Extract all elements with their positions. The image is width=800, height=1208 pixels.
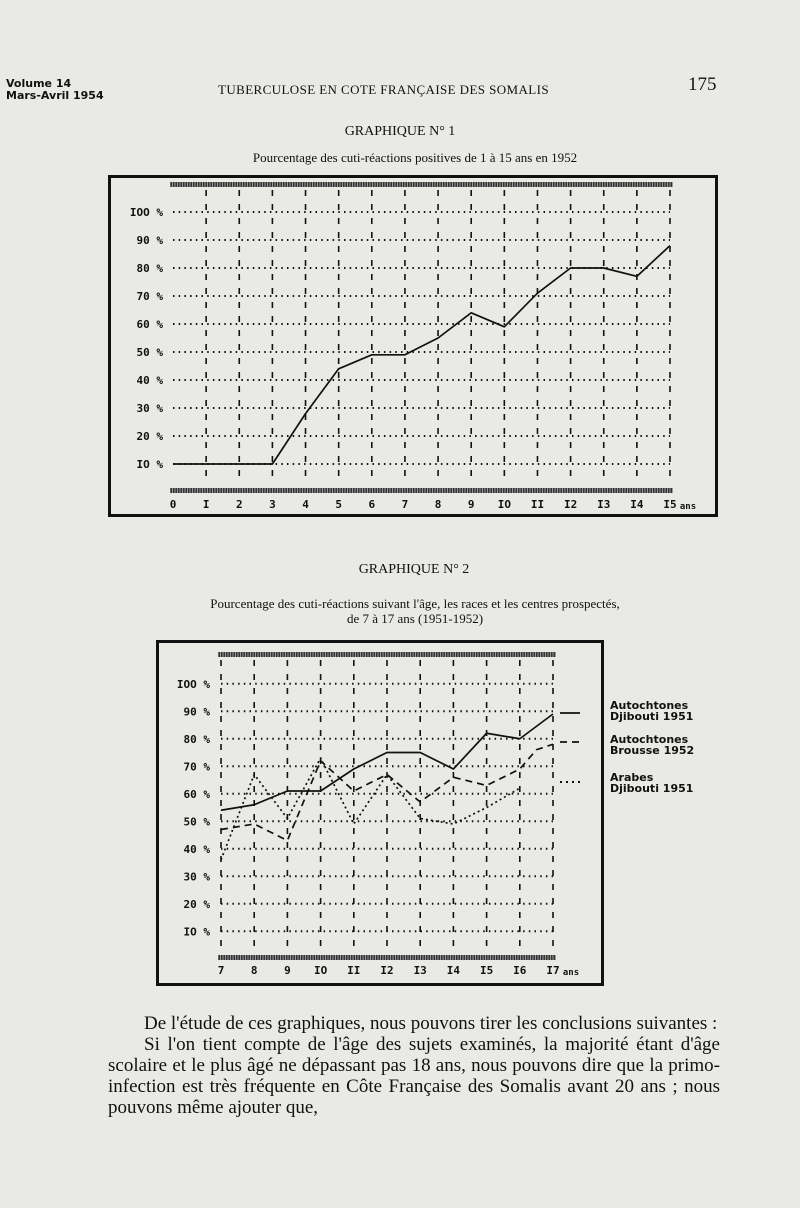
- chart1: [108, 175, 718, 517]
- x-tick-label: I: [202, 498, 210, 511]
- x-tick-label: 3: [269, 498, 276, 511]
- volume-number: Volume 14: [6, 77, 72, 90]
- y-tick-label: 90 %: [136, 234, 163, 247]
- x-tick-label: I7: [546, 964, 560, 977]
- x-tick-label: 7: [401, 498, 409, 511]
- y-tick-label: 20 %: [136, 430, 163, 443]
- x-tick-label: 4: [302, 498, 309, 511]
- page-number: 175: [688, 74, 717, 95]
- y-tick-label: 30 %: [136, 402, 163, 415]
- volume-info: [6, 78, 104, 102]
- y-tick-label: IO %: [183, 925, 210, 939]
- series-line-1: [173, 246, 670, 464]
- graph1-caption: GRAPHIQUE N° 1: [344, 124, 456, 139]
- x-tick-label: 9: [467, 498, 475, 511]
- legend-item-arabes: [610, 772, 693, 794]
- y-tick-label: 80 %: [136, 262, 163, 275]
- y-tick-label: 50 %: [136, 346, 163, 359]
- x-tick-label: II: [347, 964, 361, 977]
- y-tick-label: IOO %: [176, 677, 210, 691]
- x-tick-label: I5: [479, 964, 494, 977]
- graph1-subtitle: Pourcentage des cuti-réactions positives de 1 à 15 ans en 1952: [252, 150, 578, 165]
- series-line-3: [221, 758, 520, 860]
- legend-label: Brousse 1952: [610, 744, 695, 757]
- x-tick-label: I6: [513, 964, 527, 977]
- graph2-subtitle: [0, 596, 800, 626]
- y-tick-label: 90 %: [183, 705, 210, 719]
- legend-label: Djibouti 1951: [610, 710, 694, 723]
- x-tick-label: I3: [413, 964, 427, 977]
- x-tick-label: 0: [169, 498, 177, 511]
- body-text: [108, 1013, 720, 1118]
- x-tick-label: 9: [284, 964, 291, 977]
- y-tick-label: 80 %: [183, 732, 210, 746]
- y-tick-label: 70 %: [183, 760, 210, 774]
- y-tick-label: 60 %: [136, 318, 163, 331]
- x-tick-label: I3: [597, 498, 611, 511]
- y-tick-label: 30 %: [183, 870, 210, 884]
- x-tick-label: I2: [563, 498, 578, 511]
- legend-item-brousse: [610, 734, 694, 756]
- graph2-subtitle-line1: Pourcentage des cuti-réactions suivant l'âge, les races et les centres prospectés,: [210, 596, 620, 611]
- legend-label: Autochtones: [610, 733, 689, 746]
- y-tick-label: IO %: [136, 458, 163, 471]
- legend-label: Arabes: [610, 771, 654, 784]
- x-tick-label: IO: [497, 498, 511, 511]
- running-title: TUBERCULOSE EN COTE FRANÇAISE DES SOMALIS: [218, 82, 549, 97]
- paragraph-conclusions: De l'étude de ces graphiques, nous pouvons tirer les conclusions suivantes :: [144, 1013, 718, 1034]
- x-tick-label: 8: [250, 964, 258, 977]
- x-tick-label: 2: [235, 498, 243, 511]
- y-tick-label: 40 %: [183, 842, 210, 856]
- y-tick-label: 60 %: [183, 787, 210, 801]
- x-unit-label: ans: [562, 968, 580, 978]
- legend-label: Djibouti 1951: [610, 782, 694, 795]
- x-tick-label: 5: [335, 498, 342, 511]
- x-tick-label: I2: [380, 964, 394, 977]
- volume-date: Mars-Avril 1954: [6, 89, 104, 102]
- y-tick-label: 40 %: [136, 374, 163, 387]
- legend-swatches: [558, 700, 592, 820]
- chart2: [156, 640, 604, 986]
- graph2-subtitle-line2: de 7 à 17 ans (1951-1952): [346, 611, 484, 626]
- x-tick-label: I5: [663, 498, 677, 511]
- y-tick-label: IOO %: [129, 206, 163, 219]
- y-tick-label: 20 %: [183, 897, 210, 911]
- x-tick-label: II: [530, 498, 545, 511]
- x-tick-label: I4: [446, 964, 461, 977]
- x-tick-label: IO: [313, 964, 328, 977]
- legend-item-djibouti: [610, 700, 693, 722]
- x-tick-label: I4: [630, 498, 644, 511]
- x-tick-label: 6: [368, 498, 376, 511]
- legend-label: Autochtones: [610, 699, 689, 712]
- x-tick-label: 8: [434, 498, 442, 511]
- graph2-caption: GRAPHIQUE N° 2: [358, 562, 470, 577]
- x-unit-label: ans: [679, 502, 697, 512]
- x-tick-label: 7: [217, 964, 225, 977]
- y-tick-label: 50 %: [183, 815, 210, 829]
- chart-frame: [158, 642, 603, 985]
- paragraph-primo-infection: Si l'on tient compte de l'âge des sujets examinés, la majorité étant d'âge scolaire et le plus âgé ne dépassant pas 18 ans, nous pouvons dire que la primo-infection est très fréquente en Côte Française des Somalis avant 20 ans ; nous pouvons même ajouter que,: [108, 1034, 720, 1118]
- y-tick-label: 70 %: [136, 290, 163, 303]
